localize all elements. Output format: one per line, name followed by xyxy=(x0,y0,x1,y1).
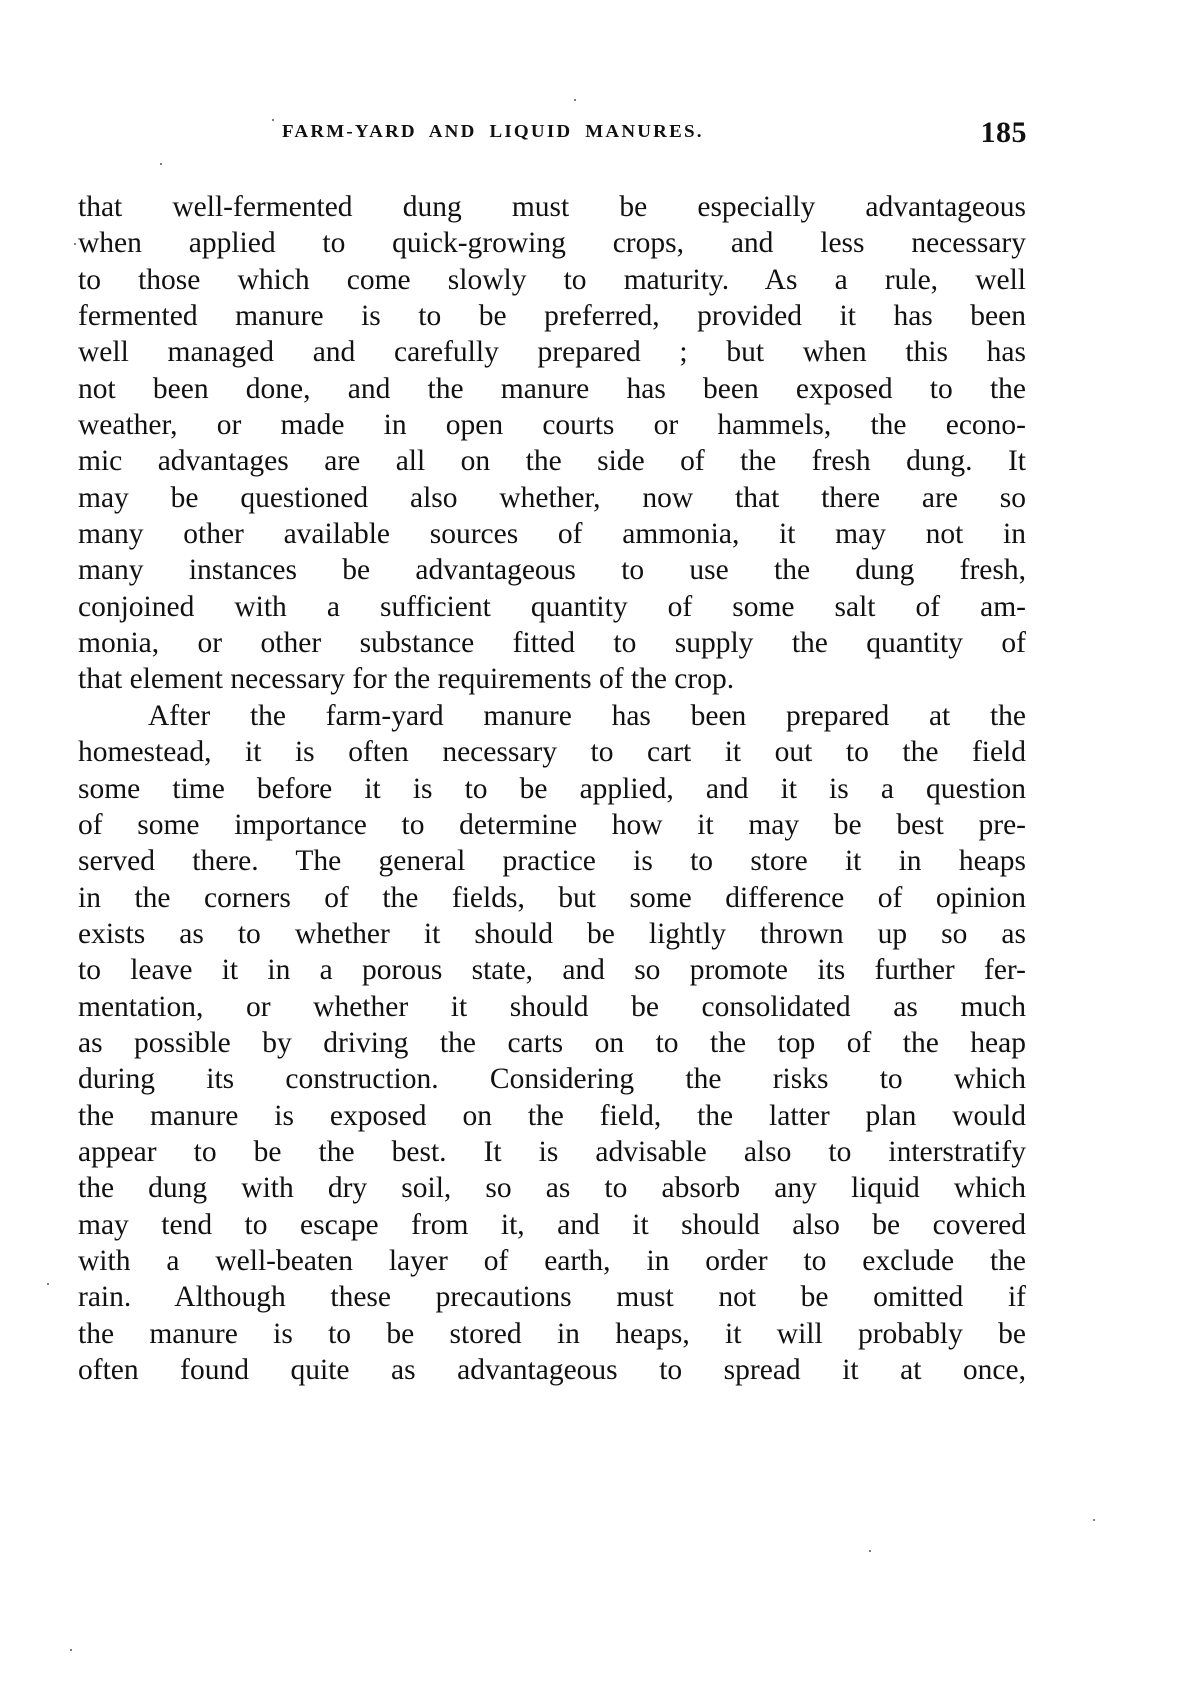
text-line: in the corners of the fields, but some difference of opinion xyxy=(78,881,1026,914)
scan-speck xyxy=(1093,1519,1095,1521)
text-line: often found quite as advantageous to spread it at once, xyxy=(78,1354,1026,1386)
text-line: of some importance to determine how it may be best pre- xyxy=(78,808,1026,841)
running-title: FARM-YARD AND LIQUID MANURES. xyxy=(282,122,704,142)
text-line: the manure is exposed on the field, the latter plan would xyxy=(78,1099,1026,1132)
text-line: that element necessary for the requirements of the crop. xyxy=(78,663,735,696)
text-line: conjoined with a sufficient quantity of some salt of am- xyxy=(78,590,1026,623)
text-line: served there. The general practice is to store it in heaps xyxy=(78,845,1026,878)
scan-speck xyxy=(74,243,76,245)
text-line: exists as to whether it should be lightly thrown up so as xyxy=(78,917,1026,950)
text-line: mentation, or whether it should be consolidated as much xyxy=(78,990,1026,1023)
text-line: fermented manure is to be preferred, provided it has been xyxy=(78,300,1026,333)
text-line: many other available sources of ammonia, it may not in xyxy=(78,518,1026,551)
paragraph-1 xyxy=(78,189,1026,698)
text-line: may tend to escape from it, and it should also be covered xyxy=(78,1208,1026,1241)
text-line: appear to be the best. It is advisable also to interstratify xyxy=(78,1135,1026,1168)
page-number: 185 xyxy=(980,116,1027,149)
text-line: rain. Although these precautions must not be omitted if xyxy=(78,1281,1026,1314)
text-line: After the farm-yard manure has been prepared at the xyxy=(148,699,1026,732)
text-line: that well-fermented dung must be especially advantageous xyxy=(78,191,1026,223)
text-line: many instances be advantageous to use the dung fresh, xyxy=(78,554,1026,587)
scan-speck xyxy=(160,163,162,165)
scan-speck xyxy=(869,1550,871,1552)
scan-speck xyxy=(574,99,576,101)
running-head xyxy=(282,118,1027,152)
text-line: when applied to quick-growing crops, and less necessary xyxy=(78,227,1026,260)
text-line: mic advantages are all on the side of the fresh dung. It xyxy=(78,445,1026,478)
text-line: the manure is to be stored in heaps, it will probably be xyxy=(78,1317,1026,1350)
text-line: the dung with dry soil, so as to absorb any liquid which xyxy=(78,1172,1026,1205)
scan-speck xyxy=(272,119,274,121)
paragraph-2 xyxy=(78,698,1026,1389)
text-line: monia, or other substance fitted to supply the quantity of xyxy=(78,627,1026,660)
text-line: homestead, it is often necessary to cart it out to the field xyxy=(78,736,1026,769)
text-line: during its construction. Considering the risks to which xyxy=(78,1063,1026,1096)
text-line: may be questioned also whether, now that there are so xyxy=(78,481,1026,514)
text-line: well managed and carefully prepared ; but when this has xyxy=(78,336,1026,369)
text-line: as possible by driving the carts on to the top of the heap xyxy=(78,1026,1026,1059)
body-text xyxy=(78,189,1026,1388)
text-line: weather, or made in open courts or hammels, the econo- xyxy=(78,409,1026,442)
text-line: with a well-beaten layer of earth, in order to exclude the xyxy=(78,1244,1026,1277)
scan-speck xyxy=(70,1649,72,1651)
scan-speck xyxy=(47,1283,49,1285)
text-line: to leave it in a porous state, and so promote its further fer- xyxy=(78,954,1026,987)
text-line: some time before it is to be applied, and it is a question xyxy=(78,772,1026,805)
text-line: not been done, and the manure has been exposed to the xyxy=(78,372,1026,405)
text-line: to those which come slowly to maturity. As a rule, well xyxy=(78,263,1026,296)
